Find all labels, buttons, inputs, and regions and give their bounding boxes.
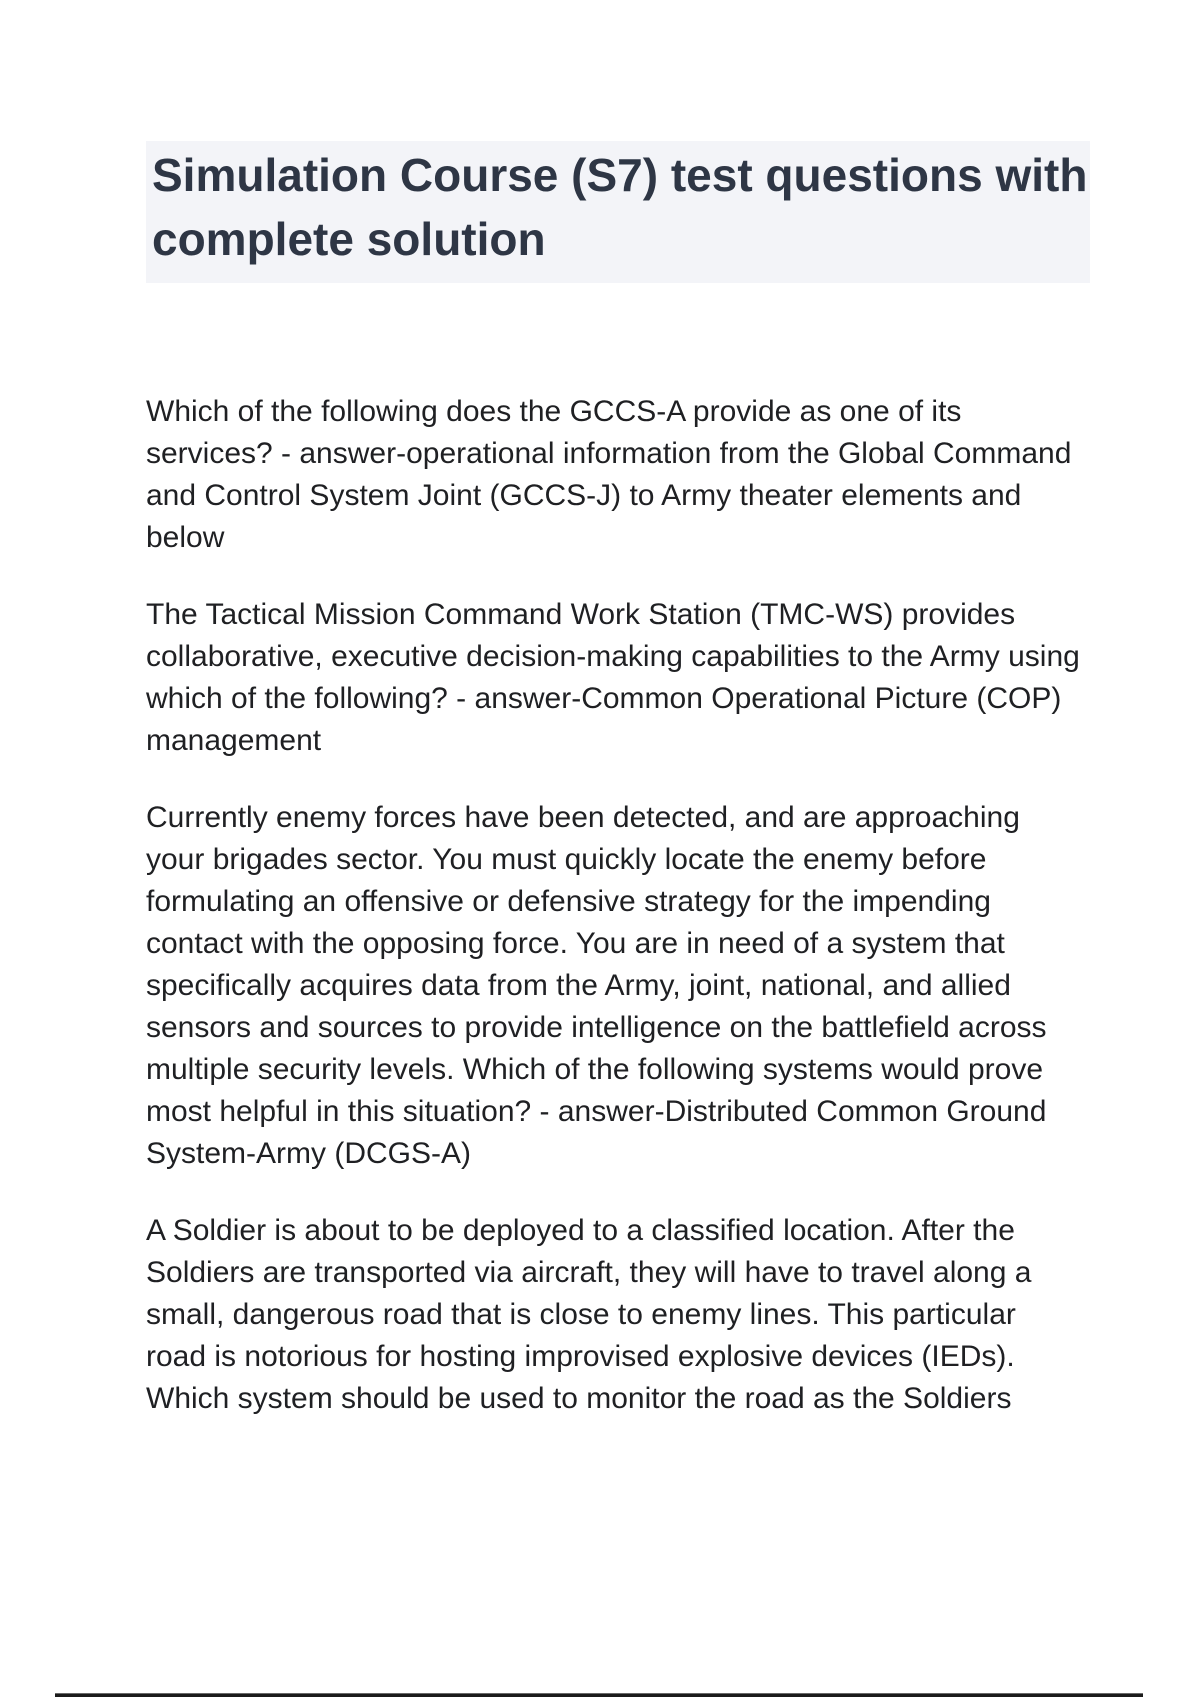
- qa-paragraph-tmc-ws: The Tactical Mission Command Work Station (TMC-WS) provides collaborative, executive decision-making capabilities to the Army using which of the following? - answer-Common Operational Picture (COP) management: [146, 598, 1080, 757]
- document-body: [146, 391, 1084, 1455]
- title-highlight-block: [146, 141, 1090, 283]
- next-page-top-edge: [55, 1693, 1143, 1697]
- qa-paragraph-dcgs-a: Currently enemy forces have been detected, and are approaching your brigades sector. You must quickly locate the enemy before formulating an offensive or defensive strategy for the impending contact with the opposing force. You are in need of a system that specifically acquires data from the Army, joint, national, and allied sensors and sources to provide intelligence on the battlefield across multiple security levels. Which of the following systems would prove most helpful in this situation? - answer-Distributed Common Ground System-Army (DCGS-A): [146, 801, 1047, 1170]
- qa-paragraph-gccs-a: Which of the following does the GCCS-A provide as one of its services? - answer-operational information from the Global Command and Control System Joint (GCCS-J) to Army theater elements and below: [146, 395, 1072, 554]
- document-title: Simulation Course (S7) test questions with complete solution: [152, 149, 1088, 265]
- qa-paragraph-soldier-deployment: A Soldier is about to be deployed to a classified location. After the Soldiers are transported via aircraft, they will have to travel along a small, dangerous road that is close to enemy lines. This particular road is notorious for hosting improvised explosive devices (IEDs). Which system should be used to monitor the road as the Soldiers: [146, 1214, 1032, 1415]
